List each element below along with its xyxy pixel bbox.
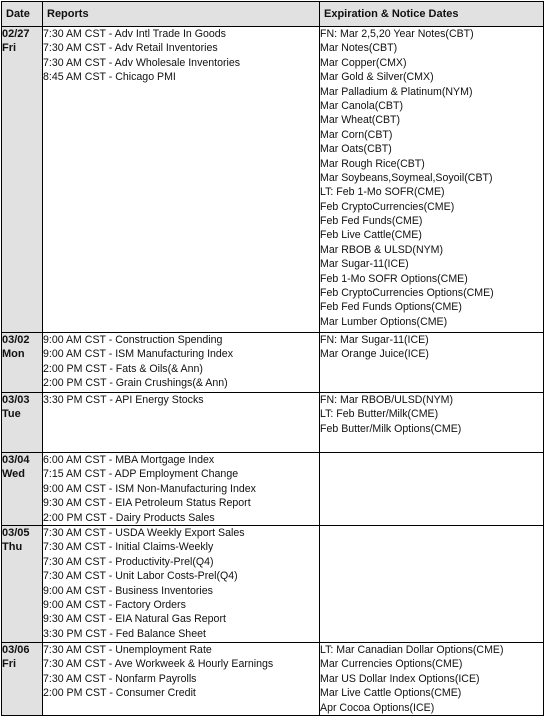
report-item: 7:30 AM CST - Adv Retail Inventories bbox=[43, 42, 218, 55]
expirations-cell bbox=[320, 333, 544, 393]
date-cell bbox=[2, 453, 43, 526]
report-item: 2:00 PM CST - Fats & Oils(& Ann) bbox=[43, 362, 203, 375]
expiration-item: Apr Cocoa Options(ICE) bbox=[320, 701, 435, 714]
date-label: 03/02 bbox=[2, 334, 30, 346]
expiration-item: Mar Corn(CBT) bbox=[320, 128, 393, 141]
report-item: 3:30 PM CST - Fed Balance Sheet bbox=[43, 627, 206, 640]
expiration-item: Feb Fed Funds Options(CME) bbox=[320, 301, 462, 314]
weekday-label: Tue bbox=[2, 408, 21, 420]
expiration-item: Mar RBOB & ULSD(NYM) bbox=[320, 243, 444, 256]
reports-cell bbox=[43, 27, 320, 333]
expiration-item: LT: Feb Butter/Milk(CME) bbox=[320, 408, 439, 421]
report-item: 2:00 PM CST - Consumer Credit bbox=[43, 687, 196, 700]
expiration-item: Mar Lumber Options(CME) bbox=[320, 315, 448, 328]
date-cell bbox=[2, 393, 43, 453]
expiration-item: Mar US Dollar Index Options(ICE) bbox=[320, 672, 480, 685]
expiration-item: LT: Mar Canadian Dollar Options(CME) bbox=[320, 644, 504, 656]
report-item: 9:00 AM CST - Business Inventories bbox=[43, 584, 213, 597]
report-item: 9:00 AM CST - Factory Orders bbox=[43, 598, 186, 611]
report-item: 7:30 AM CST - Initial Claims-Weekly bbox=[43, 541, 214, 554]
expiration-item: Feb Butter/Milk Options(CME) bbox=[320, 422, 462, 435]
report-item: 2:00 PM CST - Grain Crushings(& Ann) bbox=[43, 377, 228, 390]
report-item: 3:30 PM CST - API Energy Stocks bbox=[43, 394, 204, 406]
expirations-cell bbox=[320, 393, 544, 453]
weekday-label: Mon bbox=[2, 348, 25, 360]
report-item: 2:00 PM CST - Dairy Products Sales bbox=[43, 511, 215, 524]
expiration-item: Feb CryptoCurrencies(CME) bbox=[320, 200, 455, 213]
expiration-column-header: Expiration & Notice Dates bbox=[320, 2, 544, 27]
expiration-item: Feb CryptoCurrencies Options(CME) bbox=[320, 287, 494, 300]
expiration-item: Feb 1-Mo SOFR Options(CME) bbox=[320, 272, 468, 285]
expiration-item: FN: Mar Sugar-11(ICE) bbox=[320, 334, 429, 346]
expiration-item: Mar Notes(CBT) bbox=[320, 42, 398, 55]
expiration-item: Feb Live Cattle(CME) bbox=[320, 229, 422, 242]
date-label: 03/05 bbox=[2, 527, 30, 539]
date-cell bbox=[2, 333, 43, 393]
reports-column-header: Reports bbox=[43, 2, 320, 27]
expirations-cell bbox=[320, 526, 544, 643]
report-item: 7:30 AM CST - Unemployment Rate bbox=[43, 644, 212, 656]
expiration-item: Mar Wheat(CBT) bbox=[320, 114, 401, 127]
expiration-item: Mar Oats(CBT) bbox=[320, 143, 392, 156]
report-item: 7:30 AM CST - Adv Intl Trade In Goods bbox=[43, 28, 226, 40]
header-row bbox=[2, 2, 544, 27]
date-label: 03/06 bbox=[2, 644, 30, 656]
report-item: 7:15 AM CST - ADP Employment Change bbox=[43, 468, 239, 481]
weekday-label: Thu bbox=[2, 541, 23, 553]
expiration-item: Mar Orange Juice(ICE) bbox=[320, 348, 429, 361]
report-item: 7:30 AM CST - Adv Wholesale Inventories bbox=[43, 56, 241, 69]
expiration-item: LT: Feb 1-Mo SOFR(CME) bbox=[320, 186, 445, 199]
report-item: 9:00 AM CST - ISM Manufacturing Index bbox=[43, 348, 233, 361]
expiration-item: Mar Gold & Silver(CMX) bbox=[320, 71, 434, 84]
report-item: 8:45 AM CST - Chicago PMI bbox=[43, 71, 176, 84]
reports-cell bbox=[43, 453, 320, 526]
report-item: 7:30 AM CST - Unit Labor Costs-Prel(Q4) bbox=[43, 570, 238, 583]
expiration-item: FN: Mar RBOB/ULSD(NYM) bbox=[320, 394, 454, 406]
report-item: 7:30 AM CST - Nonfarm Payrolls bbox=[43, 672, 197, 685]
date-cell bbox=[2, 526, 43, 643]
expiration-item: FN: Mar 2,5,20 Year Notes(CBT) bbox=[320, 28, 474, 40]
weekday-label: Fri bbox=[2, 658, 17, 670]
reports-cell bbox=[43, 643, 320, 716]
expiration-item: Mar Currencies Options(CME) bbox=[320, 658, 463, 671]
expiration-item: Mar Palladium & Platinum(NYM) bbox=[320, 85, 473, 98]
report-item: 7:30 AM CST - Ave Workweek & Hourly Earnings bbox=[43, 658, 274, 671]
expirations-cell bbox=[320, 453, 544, 526]
report-item: 9:00 AM CST - ISM Non-Manufacturing Index bbox=[43, 482, 256, 495]
table-row bbox=[2, 333, 544, 393]
expiration-item: Mar Sugar-11(ICE) bbox=[320, 258, 409, 271]
report-item: 7:30 AM CST - Productivity-Prel(Q4) bbox=[43, 555, 214, 568]
date-column-header: Date bbox=[2, 2, 43, 27]
expiration-item: Feb Fed Funds(CME) bbox=[320, 215, 423, 228]
economic-calendar-table bbox=[1, 1, 544, 716]
reports-cell bbox=[43, 393, 320, 453]
weekday-label: Wed bbox=[2, 468, 26, 480]
date-label: 03/03 bbox=[2, 394, 30, 406]
date-label: 02/27 bbox=[2, 28, 30, 40]
expiration-item: Mar Copper(CMX) bbox=[320, 56, 407, 69]
table-row bbox=[2, 526, 544, 643]
expirations-cell bbox=[320, 27, 544, 333]
expiration-item: Mar Soybeans,Soymeal,Soyoil(CBT) bbox=[320, 171, 493, 184]
expiration-item: Mar Rough Rice(CBT) bbox=[320, 157, 425, 170]
table-row bbox=[2, 453, 544, 526]
table-row bbox=[2, 27, 544, 333]
expirations-cell bbox=[320, 643, 544, 716]
report-item: 9:00 AM CST - Construction Spending bbox=[43, 334, 223, 346]
report-item: 6:00 AM CST - MBA Mortgage Index bbox=[43, 454, 215, 466]
report-item: 7:30 AM CST - USDA Weekly Export Sales bbox=[43, 527, 245, 539]
date-cell bbox=[2, 643, 43, 716]
expiration-item: Mar Live Cattle Options(CME) bbox=[320, 687, 462, 700]
date-label: 03/04 bbox=[2, 454, 30, 466]
table-row bbox=[2, 393, 544, 453]
table-row bbox=[2, 643, 544, 716]
reports-cell bbox=[43, 526, 320, 643]
expiration-item: Mar Canola(CBT) bbox=[320, 99, 404, 112]
weekday-label: Fri bbox=[2, 42, 17, 54]
reports-cell bbox=[43, 333, 320, 393]
report-item: 9:30 AM CST - EIA Natural Gas Report bbox=[43, 613, 226, 626]
report-item: 9:30 AM CST - EIA Petroleum Status Report bbox=[43, 497, 251, 510]
date-cell bbox=[2, 27, 43, 333]
